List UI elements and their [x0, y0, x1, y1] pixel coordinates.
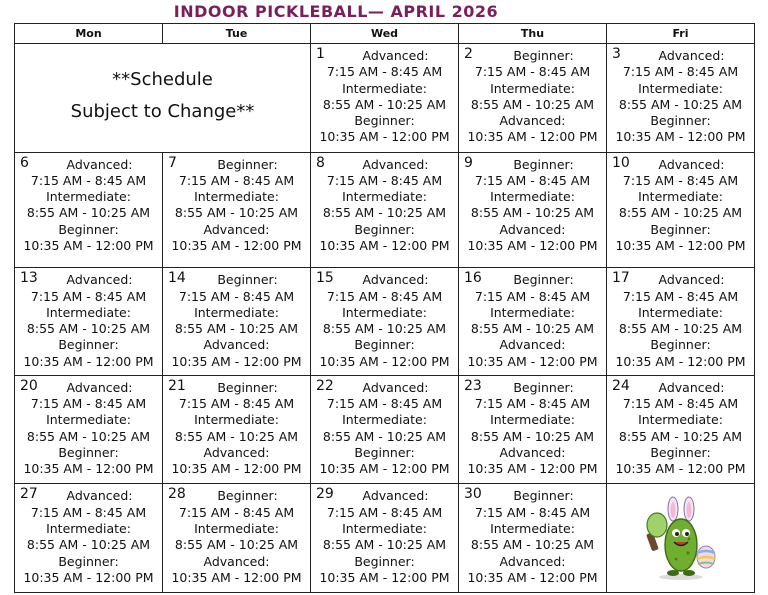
- day-content: [163, 268, 310, 375]
- time-range: 10:35 AM - 12:00 PM: [615, 129, 746, 145]
- time-range: 7:15 AM - 8:45 AM: [30, 288, 147, 304]
- weekday-wed: Wed: [311, 24, 459, 44]
- level-label: Advanced:: [658, 379, 725, 395]
- time-range: 10:35 AM - 12:00 PM: [171, 569, 302, 585]
- day-cell: [607, 152, 755, 268]
- weekday-fri: Fri: [607, 24, 755, 44]
- time-range: 8:55 AM - 10:25 AM: [26, 428, 151, 444]
- level-label: Intermediate:: [490, 412, 575, 428]
- time-range: 7:15 AM - 8:45 AM: [622, 64, 739, 80]
- time-range: 10:35 AM - 12:00 PM: [23, 569, 154, 585]
- day-number: 9: [464, 154, 473, 171]
- level-label: Advanced:: [362, 379, 429, 395]
- time-range: 7:15 AM - 8:45 AM: [30, 396, 147, 412]
- level-label: Beginner:: [354, 337, 415, 353]
- time-range: 10:35 AM - 12:00 PM: [319, 569, 450, 585]
- level-label: Intermediate:: [342, 520, 427, 536]
- level-label: Intermediate:: [46, 520, 131, 536]
- week-row-4: [15, 375, 755, 484]
- day-content: [15, 268, 162, 375]
- time-range: 8:55 AM - 10:25 AM: [470, 96, 595, 112]
- level-label: Intermediate:: [46, 189, 131, 205]
- day-content: [163, 376, 310, 484]
- level-label: Intermediate:: [194, 520, 279, 536]
- time-range: 8:55 AM - 10:25 AM: [26, 537, 151, 553]
- day-cell: [163, 268, 311, 376]
- day-content: [459, 376, 606, 484]
- day-number: 28: [168, 486, 186, 503]
- pickle-bunny-icon: [643, 495, 719, 581]
- day-cell: [311, 152, 459, 268]
- day-number: 2: [464, 46, 473, 62]
- time-range: 7:15 AM - 8:45 AM: [326, 64, 443, 80]
- level-label: Beginner:: [354, 553, 415, 569]
- level-label: Beginner:: [513, 488, 574, 504]
- calendar-table: [14, 23, 755, 593]
- level-label: Beginner:: [354, 221, 415, 237]
- time-range: 8:55 AM - 10:25 AM: [470, 428, 595, 444]
- time-range: 7:15 AM - 8:45 AM: [30, 172, 147, 188]
- time-range: 7:15 AM - 8:45 AM: [178, 504, 295, 520]
- day-content: [15, 376, 162, 484]
- time-range: 10:35 AM - 12:00 PM: [23, 353, 154, 369]
- time-range: 8:55 AM - 10:25 AM: [618, 428, 743, 444]
- level-label: Beginner:: [650, 113, 711, 129]
- level-label: Beginner:: [513, 379, 574, 395]
- day-content: [607, 268, 754, 375]
- weekday-tue: Tue: [163, 24, 311, 44]
- day-cell: [163, 152, 311, 268]
- time-range: 10:35 AM - 12:00 PM: [467, 569, 598, 585]
- time-range: 8:55 AM - 10:25 AM: [618, 205, 743, 221]
- level-label: Advanced:: [658, 156, 725, 172]
- day-content: [311, 44, 458, 152]
- time-range: 8:55 AM - 10:25 AM: [322, 321, 447, 337]
- level-label: Beginner:: [650, 221, 711, 237]
- level-label: Advanced:: [362, 488, 429, 504]
- weekday-mon: Mon: [15, 24, 163, 44]
- level-label: Advanced:: [658, 48, 725, 63]
- day-number: 15: [316, 270, 334, 287]
- level-label: Beginner:: [58, 553, 119, 569]
- day-cell: [607, 44, 755, 153]
- level-label: Advanced:: [203, 444, 270, 460]
- level-label: Beginner:: [354, 113, 415, 129]
- week-row-3: [15, 268, 755, 376]
- day-number: 7: [168, 154, 177, 171]
- time-range: 8:55 AM - 10:25 AM: [322, 537, 447, 553]
- day-content: [15, 484, 162, 592]
- day-cell: [607, 375, 755, 484]
- level-label: Beginner:: [513, 272, 574, 288]
- level-label: Intermediate:: [342, 304, 427, 320]
- level-label: Advanced:: [362, 48, 429, 63]
- time-range: 7:15 AM - 8:45 AM: [474, 64, 591, 80]
- time-range: 7:15 AM - 8:45 AM: [178, 396, 295, 412]
- time-range: 10:35 AM - 12:00 PM: [615, 353, 746, 369]
- time-range: 10:35 AM - 12:00 PM: [319, 129, 450, 145]
- level-label: Beginner:: [58, 221, 119, 237]
- time-range: 8:55 AM - 10:25 AM: [322, 205, 447, 221]
- day-content: [311, 484, 458, 592]
- day-number: 3: [612, 46, 621, 62]
- level-label: Beginner:: [217, 488, 278, 504]
- time-range: 10:35 AM - 12:00 PM: [467, 461, 598, 477]
- day-content: [15, 153, 162, 268]
- day-cell: [311, 484, 459, 593]
- level-label: Advanced:: [203, 553, 270, 569]
- time-range: 8:55 AM - 10:25 AM: [174, 537, 299, 553]
- time-range: 10:35 AM - 12:00 PM: [467, 129, 598, 145]
- time-range: 8:55 AM - 10:25 AM: [470, 321, 595, 337]
- day-content: [607, 376, 754, 484]
- day-content: [607, 153, 754, 268]
- day-cell: [459, 268, 607, 376]
- week-row-1: [15, 44, 755, 153]
- level-label: Intermediate:: [46, 412, 131, 428]
- day-cell: [459, 152, 607, 268]
- level-label: Intermediate:: [638, 189, 723, 205]
- day-content: [459, 484, 606, 592]
- level-label: Advanced:: [66, 379, 133, 395]
- level-label: Beginner:: [513, 48, 574, 63]
- day-number: 10: [612, 154, 630, 171]
- time-range: 7:15 AM - 8:45 AM: [474, 172, 591, 188]
- schedule-note-cell: [15, 44, 311, 153]
- level-label: Advanced:: [499, 337, 566, 353]
- level-label: Advanced:: [203, 337, 270, 353]
- level-label: Advanced:: [499, 553, 566, 569]
- time-range: 8:55 AM - 10:25 AM: [174, 205, 299, 221]
- level-label: Advanced:: [362, 272, 429, 288]
- day-cell: [607, 268, 755, 376]
- time-range: 10:35 AM - 12:00 PM: [171, 353, 302, 369]
- level-label: Intermediate:: [342, 412, 427, 428]
- day-cell: [311, 268, 459, 376]
- time-range: 7:15 AM - 8:45 AM: [622, 396, 739, 412]
- time-range: 7:15 AM - 8:45 AM: [30, 504, 147, 520]
- day-content: [311, 376, 458, 484]
- level-label: Beginner:: [217, 272, 278, 288]
- time-range: 7:15 AM - 8:45 AM: [474, 504, 591, 520]
- level-label: Advanced:: [203, 221, 270, 237]
- day-cell: [15, 268, 163, 376]
- day-number: 14: [168, 270, 186, 287]
- weekday-header-row: [15, 24, 755, 44]
- level-label: Intermediate:: [194, 189, 279, 205]
- time-range: 7:15 AM - 8:45 AM: [178, 288, 295, 304]
- day-number: 22: [316, 377, 334, 394]
- time-range: 8:55 AM - 10:25 AM: [322, 96, 447, 112]
- time-range: 7:15 AM - 8:45 AM: [326, 288, 443, 304]
- day-number: 21: [168, 377, 186, 394]
- level-label: Intermediate:: [490, 520, 575, 536]
- level-label: Advanced:: [499, 444, 566, 460]
- level-label: Advanced:: [499, 113, 566, 129]
- time-range: 7:15 AM - 8:45 AM: [474, 396, 591, 412]
- level-label: Intermediate:: [490, 80, 575, 96]
- level-label: Intermediate:: [638, 304, 723, 320]
- day-number: 8: [316, 154, 325, 171]
- time-range: 8:55 AM - 10:25 AM: [26, 205, 151, 221]
- day-number: 20: [20, 377, 38, 394]
- time-range: 10:35 AM - 12:00 PM: [615, 461, 746, 477]
- level-label: Intermediate:: [638, 80, 723, 96]
- time-range: 8:55 AM - 10:25 AM: [618, 96, 743, 112]
- time-range: 10:35 AM - 12:00 PM: [467, 353, 598, 369]
- schedule-note-line-2: Subject to Change**: [70, 101, 255, 122]
- day-number: 23: [464, 377, 482, 394]
- level-label: Beginner:: [650, 337, 711, 353]
- time-range: 8:55 AM - 10:25 AM: [322, 428, 447, 444]
- day-number: 30: [464, 486, 482, 503]
- level-label: Beginner:: [217, 379, 278, 395]
- day-cell: [163, 484, 311, 593]
- day-number: 6: [20, 154, 29, 171]
- level-label: Beginner:: [513, 156, 574, 172]
- time-range: 7:15 AM - 8:45 AM: [326, 504, 443, 520]
- day-content: [163, 153, 310, 268]
- day-number: 29: [316, 486, 334, 503]
- level-label: Advanced:: [66, 156, 133, 172]
- time-range: 7:15 AM - 8:45 AM: [474, 288, 591, 304]
- level-label: Intermediate:: [46, 304, 131, 320]
- time-range: 7:15 AM - 8:45 AM: [326, 396, 443, 412]
- level-label: Beginner:: [58, 444, 119, 460]
- day-content: [607, 44, 754, 152]
- level-label: Intermediate:: [342, 80, 427, 96]
- day-content: [459, 153, 606, 268]
- level-label: Intermediate:: [342, 189, 427, 205]
- illustration-cell: [607, 484, 755, 593]
- day-cell: [459, 375, 607, 484]
- day-content: [459, 44, 606, 152]
- week-row-5: [15, 484, 755, 593]
- time-range: 8:55 AM - 10:25 AM: [174, 428, 299, 444]
- weekday-thu: Thu: [459, 24, 607, 44]
- time-range: 10:35 AM - 12:00 PM: [319, 238, 450, 254]
- time-range: 7:15 AM - 8:45 AM: [622, 288, 739, 304]
- level-label: Advanced:: [362, 156, 429, 172]
- day-number: 24: [612, 377, 630, 394]
- time-range: 7:15 AM - 8:45 AM: [326, 172, 443, 188]
- time-range: 10:35 AM - 12:00 PM: [23, 461, 154, 477]
- time-range: 8:55 AM - 10:25 AM: [470, 205, 595, 221]
- level-label: Beginner:: [354, 444, 415, 460]
- level-label: Beginner:: [217, 156, 278, 172]
- time-range: 10:35 AM - 12:00 PM: [319, 353, 450, 369]
- page-title: INDOOR PICKLEBALL— APRIL 2026: [173, 2, 499, 21]
- day-cell: [459, 44, 607, 153]
- level-label: Intermediate:: [638, 412, 723, 428]
- time-range: 10:35 AM - 12:00 PM: [319, 461, 450, 477]
- level-label: Intermediate:: [194, 304, 279, 320]
- day-cell: [311, 375, 459, 484]
- day-content: [311, 153, 458, 268]
- level-label: Beginner:: [58, 337, 119, 353]
- level-label: Advanced:: [658, 272, 725, 288]
- time-range: 7:15 AM - 8:45 AM: [622, 172, 739, 188]
- level-label: Advanced:: [66, 488, 133, 504]
- day-number: 16: [464, 270, 482, 287]
- day-content: [311, 268, 458, 375]
- day-cell: [15, 375, 163, 484]
- time-range: 8:55 AM - 10:25 AM: [618, 321, 743, 337]
- time-range: 10:35 AM - 12:00 PM: [467, 238, 598, 254]
- day-content: [459, 268, 606, 375]
- level-label: Intermediate:: [490, 189, 575, 205]
- time-range: 8:55 AM - 10:25 AM: [174, 321, 299, 337]
- level-label: Advanced:: [499, 221, 566, 237]
- time-range: 10:35 AM - 12:00 PM: [23, 238, 154, 254]
- time-range: 10:35 AM - 12:00 PM: [171, 461, 302, 477]
- time-range: 10:35 AM - 12:00 PM: [615, 238, 746, 254]
- time-range: 8:55 AM - 10:25 AM: [470, 537, 595, 553]
- day-number: 17: [612, 270, 630, 287]
- day-cell: [163, 375, 311, 484]
- level-label: Intermediate:: [194, 412, 279, 428]
- day-number: 1: [316, 46, 325, 62]
- day-number: 13: [20, 270, 38, 287]
- level-label: Advanced:: [66, 272, 133, 288]
- level-label: Intermediate:: [490, 304, 575, 320]
- day-content: [163, 484, 310, 592]
- week-row-2: [15, 152, 755, 268]
- day-cell: [15, 152, 163, 268]
- day-cell: [311, 44, 459, 153]
- level-label: Beginner:: [650, 444, 711, 460]
- time-range: 10:35 AM - 12:00 PM: [171, 238, 302, 254]
- time-range: 7:15 AM - 8:45 AM: [178, 172, 295, 188]
- time-range: 8:55 AM - 10:25 AM: [26, 321, 151, 337]
- day-cell: [15, 484, 163, 593]
- schedule-note-line-1: **Schedule: [112, 69, 213, 90]
- day-number: 27: [20, 486, 38, 503]
- day-cell: [459, 484, 607, 593]
